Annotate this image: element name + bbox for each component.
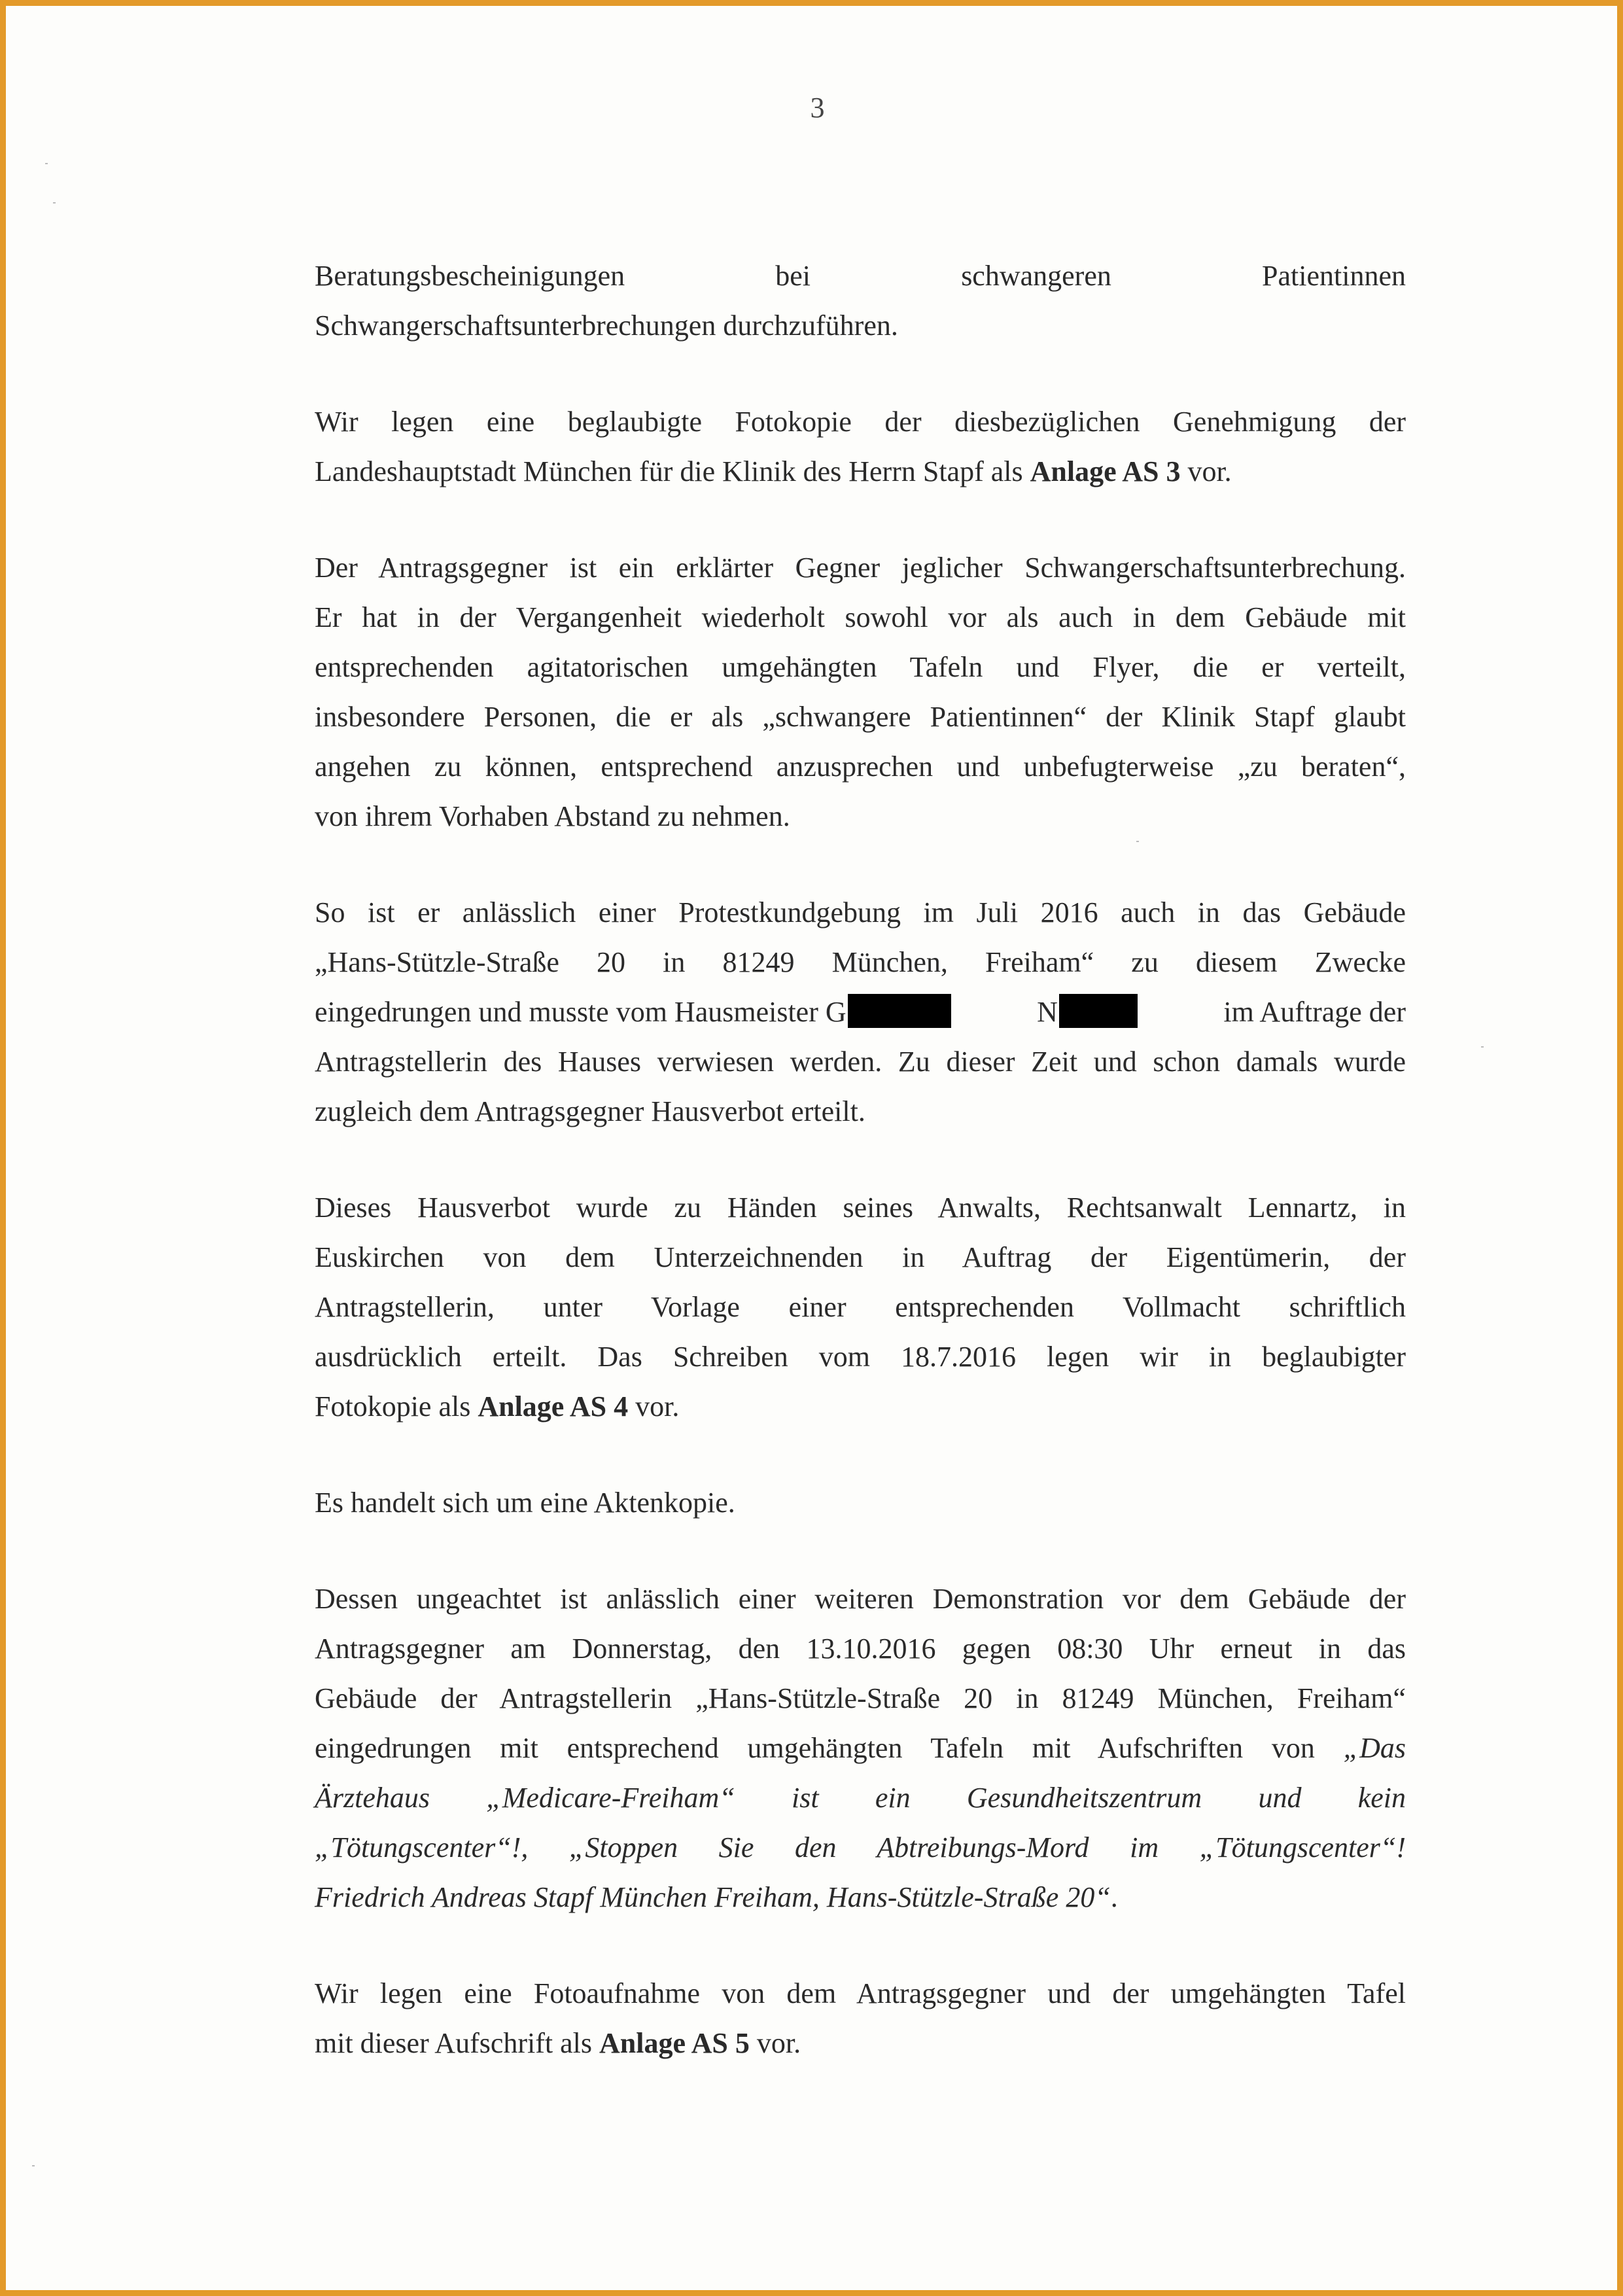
paragraph-7-line-3: Gebäude der Antragstellerin „Hans-Stützle-Straße 20 in 81249 München, Freiham“ — [315, 1682, 1406, 1714]
text: mit dieser Aufschrift als — [315, 2027, 600, 2059]
text: Fotokopie als — [315, 1390, 478, 1422]
paragraph-3-line-2: Er hat in der Vergangenheit wiederholt sowohl vor als auch in dem Gebäude mit — [315, 601, 1406, 633]
paragraph-7-line-1: Dessen ungeachtet ist anlässlich einer weiteren Demonstration vor dem Gebäude der — [315, 1583, 1406, 1615]
redaction-bar — [1059, 994, 1138, 1028]
scan-speck — [53, 202, 56, 203]
paragraph-8-line-1: Wir legen eine Fotoaufnahme von dem Antragsgegner und der umgehängten Tafel — [315, 1977, 1406, 2009]
paragraph-4-line-4: Antragstellerin des Hauses verwiesen werden. Zu dieser Zeit und schon damals wurde — [315, 1046, 1406, 1078]
text: vor. — [1180, 455, 1232, 487]
text: eingedrungen mit entsprechend umgehängten Tafeln mit Aufschriften von — [315, 1732, 1344, 1764]
text: Landeshauptstadt München für die Klinik des Herrn Stapf als — [315, 455, 1030, 487]
paragraph-5-line-4: ausdrücklich erteilt. Das Schreiben vom 18.7.2016 legen wir in beglaubigter — [315, 1341, 1406, 1373]
paragraph-3-line-6: von ihrem Vorhaben Abstand zu nehmen. — [315, 800, 790, 832]
paragraph-3-line-1: Der Antragsgegner ist ein erklärter Gegner jeglicher Schwangerschaftsunterbrechung. — [315, 552, 1406, 584]
document-body — [315, 251, 1406, 2115]
paragraph-5 — [315, 1183, 1406, 1432]
paragraph-7-line-6 — [315, 1823, 1406, 1873]
text-with-redaction — [315, 987, 951, 1037]
paragraph-4-line-1: So ist er anlässlich einer Protestkundgebung im Juli 2016 auch in das Gebäude — [315, 896, 1406, 928]
paragraph-8 — [315, 1969, 1406, 2068]
attachment-reference: Anlage AS 5 — [599, 2027, 750, 2059]
text: . — [1110, 1881, 1118, 1913]
text: im Auftrage der — [1223, 996, 1406, 1028]
redaction-bar — [848, 994, 951, 1028]
quoted-sign-text: Friedrich Andreas Stapf München Freiham, Hans-Stützle-Straße 20“ — [315, 1881, 1111, 1913]
paragraph-7 — [315, 1574, 1406, 1922]
paragraph-5-line-1: Dieses Hausverbot wurde zu Händen seines Anwalts, Rechtsanwalt Lennartz, in — [315, 1192, 1406, 1224]
paragraph-5-line-5 — [315, 1382, 1406, 1432]
word: schwangeren — [961, 260, 1111, 292]
quoted-sign-text: Ärztehaus „Medicare-Freiham“ ist ein Gesundheitszentrum und kein — [315, 1782, 1406, 1814]
paragraph-1-line-1 — [315, 251, 1406, 301]
paragraph-7-line-4 — [315, 1723, 1406, 1773]
paragraph-4-line-5: zugleich dem Antragsgegner Hausverbot erteilt. — [315, 1095, 865, 1127]
scan-speck — [32, 2165, 35, 2166]
paragraph-6-line-1: Es handelt sich um eine Aktenkopie. — [315, 1487, 735, 1519]
text: vor. — [749, 2027, 801, 2059]
paragraph-2 — [315, 397, 1406, 497]
quoted-sign-text: „Das — [1343, 1732, 1406, 1764]
paragraph-3 — [315, 543, 1406, 841]
paragraph-1-line-2: Schwangerschaftsunterbrechungen durchzuführen. — [315, 309, 898, 342]
scan-speck — [45, 163, 48, 164]
attachment-reference: Anlage AS 4 — [478, 1390, 629, 1422]
page-number: 3 — [810, 92, 825, 124]
paragraph-6 — [315, 1478, 1406, 1528]
paragraph-7-line-7 — [315, 1873, 1406, 1922]
word: Patientinnen — [1262, 260, 1406, 292]
paragraph-4 — [315, 888, 1406, 1137]
paragraph-3-line-4: insbesondere Personen, die er als „schwangere Patientinnen“ der Klinik Stapf glaubt — [315, 701, 1406, 733]
word: bei — [775, 260, 811, 292]
paragraph-3-line-5: angehen zu können, entsprechend anzusprechen und unbefugterweise „zu beraten“, — [315, 751, 1406, 783]
text: N — [1037, 996, 1058, 1028]
paragraph-1 — [315, 251, 1406, 351]
text: vor. — [628, 1390, 680, 1422]
paragraph-2-line-1: Wir legen eine beglaubigte Fotokopie der diesbezüglichen Genehmigung der — [315, 406, 1406, 438]
word: Beratungsbescheinigungen — [315, 260, 625, 292]
paragraph-7-line-5 — [315, 1773, 1406, 1823]
text: eingedrungen und musste vom Hausmeister G — [315, 996, 846, 1028]
paragraph-2-line-2 — [315, 447, 1406, 497]
quoted-sign-text: „Tötungscenter“!, „Stoppen Sie den Abtreibungs-Mord im „Tötungscenter“! — [315, 1831, 1406, 1863]
paragraph-7-line-2: Antragsgegner am Donnerstag, den 13.10.2016 gegen 08:30 Uhr erneut in das — [315, 1633, 1406, 1665]
paragraph-5-line-3: Antragstellerin, unter Vorlage einer entsprechenden Vollmacht schriftlich — [315, 1291, 1406, 1323]
attachment-reference: Anlage AS 3 — [1030, 455, 1181, 487]
paragraph-4-line-2: „Hans-Stützle-Straße 20 in 81249 München, Freiham“ zu diesem Zwecke — [315, 946, 1406, 978]
paragraph-4-line-3 — [315, 987, 1406, 1037]
scan-speck — [1481, 1046, 1484, 1048]
scan-speck — [1136, 841, 1139, 842]
paragraph-8-line-2 — [315, 2019, 1406, 2068]
paragraph-5-line-2: Euskirchen von dem Unterzeichnenden in Auftrag der Eigentümerin, der — [315, 1241, 1406, 1273]
paragraph-3-line-3: entsprechenden agitatorischen umgehängten Tafeln und Flyer, die er verteilt, — [315, 651, 1406, 683]
text-with-redaction — [1037, 987, 1138, 1037]
